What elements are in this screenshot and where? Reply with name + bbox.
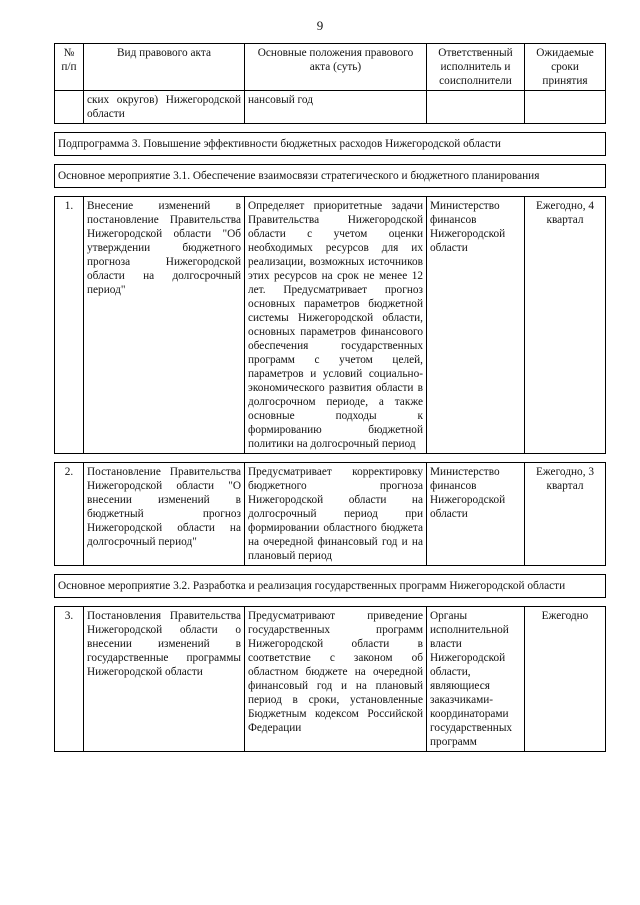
- row-provisions: Определяет приоритетные задачи Правительства Нижегородской области с учетом оценки необходимых ресурсов для их реализации, возможных источников этих ресурсов на срок не менее 12 лет. Предусматривает прогноз основных параметров бюджетной системы Нижегородской области, основных параметров финансового обеспечения государственных программ с учетом целей, параметров и условий социально-экономического развития области в долгосрочном периоде, а также основные подходы к формированию бюджетной политики на долгосрочный период: [245, 197, 427, 454]
- row-deadline: Ежегодно, 3 квартал: [525, 463, 606, 566]
- table-row: [55, 197, 606, 454]
- header-act-type: Вид правового акта: [84, 44, 245, 91]
- page-number: 9: [316, 18, 324, 33]
- subprogram-row: [55, 133, 606, 156]
- measure-3-1-title: Основное мероприятие 3.1. Обеспечение взаимосвязи стратегического и бюджетного планирования: [55, 165, 606, 188]
- table-row: [55, 463, 606, 566]
- subprogram-title: Подпрограмма 3. Повышение эффективности бюджетных расходов Нижегородской области: [55, 133, 606, 156]
- measure-row: [55, 575, 606, 598]
- row-num: 2.: [55, 463, 84, 566]
- row-provisions: Предусматривает корректировку бюджетного прогноза Нижегородской области на долгосрочный период при формировании областного бюджета на очередной финансовый год и на плановый период: [245, 463, 427, 566]
- row-responsible: Министерство финансов Нижегородской области: [427, 463, 525, 566]
- measure-row: [55, 165, 606, 188]
- continuation-provisions: нансовый год: [245, 91, 427, 124]
- header-deadline: Ожидаемые сроки принятия: [525, 44, 606, 91]
- continuation-act-type: ских округов) Нижегородской области: [84, 91, 245, 124]
- row-act-type: Постановление Правительства Нижегородской области "О внесении изменений в бюджетный прогноз Нижегородской области на долгосрочный период": [84, 463, 245, 566]
- continuation-row: [55, 91, 606, 124]
- header-provisions: Основные положения правового акта (суть): [245, 44, 427, 91]
- header-responsible: Ответственный исполнитель и соисполнители: [427, 44, 525, 91]
- table-row: [55, 607, 606, 752]
- row-deadline: Ежегодно: [525, 607, 606, 752]
- legal-acts-table: [54, 43, 606, 752]
- row-responsible: Органы исполнительной власти Нижегородской области, являющиеся заказчиками-координаторами государственных программ: [427, 607, 525, 752]
- row-num: 3.: [55, 607, 84, 752]
- row-act-type: Внесение изменений в постановление Правительства Нижегородской области "Об утверждении бюджетного прогноза Нижегородской области на долгосрочный период": [84, 197, 245, 454]
- row-num: 1.: [55, 197, 84, 454]
- header-num: № п/п: [55, 44, 84, 91]
- measure-3-2-title: Основное мероприятие 3.2. Разработка и реализация государственных программ Нижегородской области: [55, 575, 606, 598]
- table-header-row: [55, 44, 606, 91]
- row-deadline: Ежегодно, 4 квартал: [525, 197, 606, 454]
- row-responsible: Министерство финансов Нижегородской области: [427, 197, 525, 454]
- row-act-type: Постановления Правительства Нижегородской области о внесении изменений в государственные программы Нижегородской области: [84, 607, 245, 752]
- row-provisions: Предусматривают приведение государственных программ Нижегородской области в соответствие с законом об областном бюджете на очередной финансовый год и на плановый период в сроки, установленные Бюджетным кодексом Российской Федерации: [245, 607, 427, 752]
